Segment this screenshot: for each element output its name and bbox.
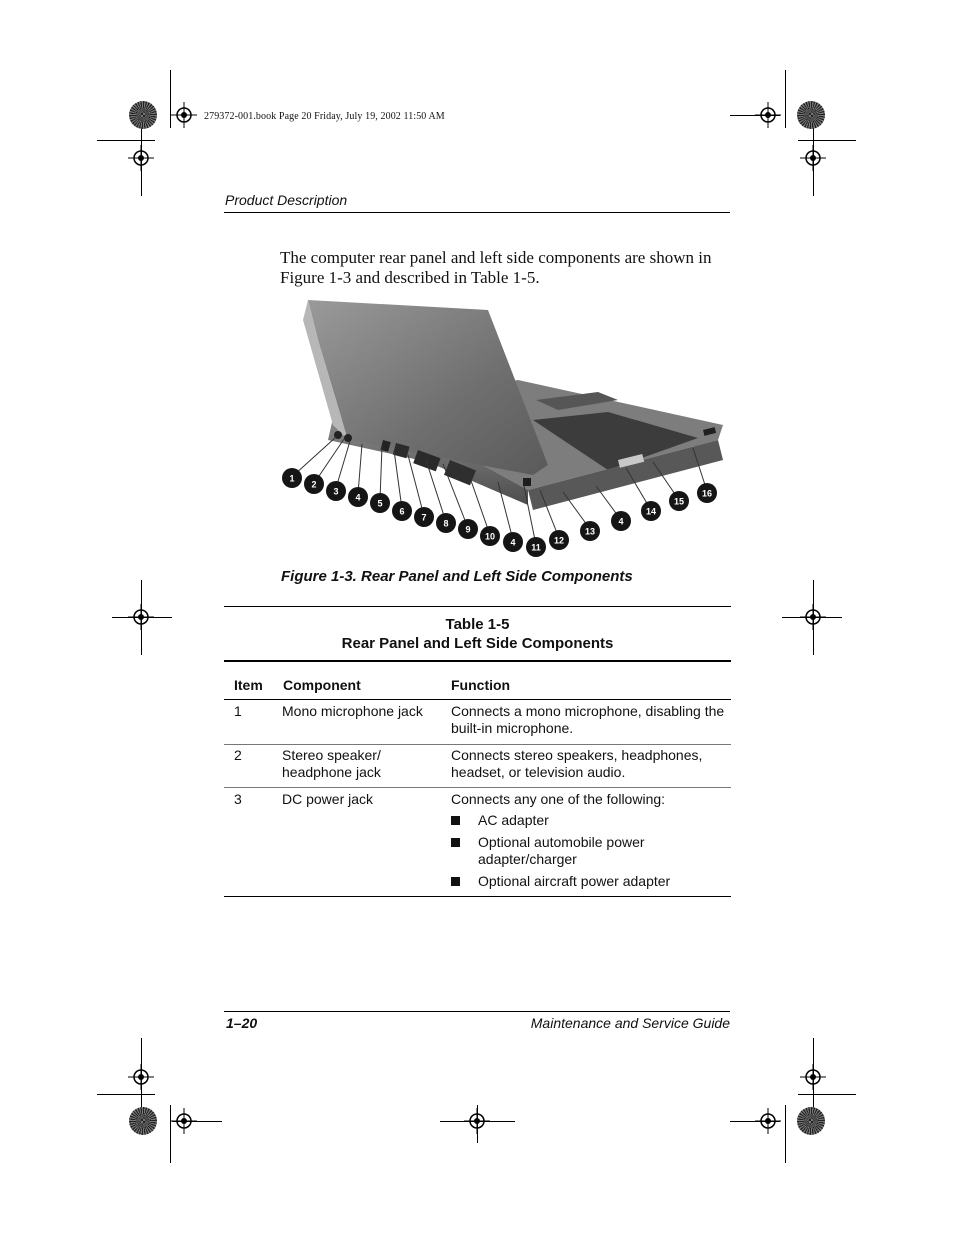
callout-9 <box>458 519 478 539</box>
crosshair-target-icon <box>800 1064 826 1090</box>
callout-16 <box>697 483 717 503</box>
callout-4 <box>348 487 368 507</box>
callout-15 <box>669 491 689 511</box>
crosshair-target-icon <box>755 1108 781 1134</box>
callout-7 <box>414 507 434 527</box>
svg-text:15: 15 <box>673 496 685 507</box>
row-component: DC power jack <box>282 791 374 807</box>
row-function: Connects any one of the following: <box>451 791 666 807</box>
crosshair-target-icon <box>800 604 826 630</box>
bullet-item: Optional automobile power adapter/charger <box>451 834 731 868</box>
page-number: 1–20 <box>226 1015 258 1031</box>
intro-line-1: The computer rear panel and left side components are shown in <box>280 248 712 267</box>
svg-text:8: 8 <box>443 518 449 529</box>
svg-text:6: 6 <box>399 506 405 517</box>
callout-14 <box>641 501 661 521</box>
table-bottom-rule <box>224 896 731 897</box>
row-item: 2 <box>234 747 242 763</box>
callout-13 <box>580 521 600 541</box>
crosshair-target-icon <box>464 1108 490 1134</box>
row-divider <box>224 744 731 745</box>
callout-6 <box>392 501 412 521</box>
figure-caption: Figure 1-3. Rear Panel and Left Side Components <box>281 568 633 585</box>
row-component: Stereo speaker/ headphone jack <box>282 747 381 780</box>
bullet-item: Optional aircraft power adapter <box>451 873 731 890</box>
crosshair-target-icon <box>800 145 826 171</box>
row-function: Connects a mono microphone, disabling the built-in microphone. <box>451 703 725 736</box>
crosshair-target-icon <box>128 145 154 171</box>
column-header-function: Function <box>451 677 511 693</box>
table-number: Table 1-5 <box>445 616 510 633</box>
svg-text:4: 4 <box>510 537 516 548</box>
header-row-rule <box>224 699 731 700</box>
row-divider <box>224 787 731 788</box>
header-rule <box>224 212 730 213</box>
callout-1 <box>282 468 302 488</box>
crosshair-target-icon <box>128 604 154 630</box>
row-item: 3 <box>234 791 242 807</box>
callout-12 <box>549 530 569 550</box>
intro-paragraph <box>280 248 711 288</box>
file-info: 279372-001.book Page 20 Friday, July 19, 2002 11:50 AM <box>204 111 445 122</box>
table-heading <box>224 615 731 653</box>
svg-text:11: 11 <box>531 542 541 553</box>
guide-title: Maintenance and Service Guide <box>530 1015 730 1031</box>
callout-3 <box>326 481 346 501</box>
svg-text:4: 4 <box>355 492 361 503</box>
registration-rosette-icon <box>797 1107 825 1135</box>
svg-text:13: 13 <box>584 526 596 537</box>
callout-4 <box>503 532 523 552</box>
table-top-rule <box>224 606 731 607</box>
callout-2 <box>304 474 324 494</box>
svg-text:14: 14 <box>645 506 657 517</box>
row-item: 1 <box>234 703 242 719</box>
running-head: Product Description <box>225 192 348 208</box>
table-title: Rear Panel and Left Side Components <box>341 635 614 652</box>
footer-rule <box>224 1011 730 1012</box>
callout-11 <box>526 537 546 557</box>
column-header-item: Item <box>234 677 263 693</box>
svg-text:10: 10 <box>484 531 496 542</box>
row-function: Connects stereo speakers, headphones, headset, or television audio. <box>451 747 703 780</box>
svg-text:5: 5 <box>377 498 383 509</box>
square-bullet-icon <box>451 816 460 825</box>
svg-text:2: 2 <box>311 479 317 490</box>
notebook-lid <box>308 300 548 475</box>
notebook-rear-panel-figure <box>278 300 730 562</box>
bullet-item: AC adapter <box>451 812 731 829</box>
registration-rosette-icon <box>129 101 157 129</box>
crosshair-target-icon <box>128 1064 154 1090</box>
callout-10 <box>480 526 500 546</box>
table-title-rule <box>224 660 731 662</box>
crosshair-target-icon <box>171 102 197 128</box>
svg-text:1: 1 <box>289 473 295 484</box>
svg-text:12: 12 <box>553 535 565 546</box>
crosshair-target-icon <box>171 1108 197 1134</box>
svg-text:3: 3 <box>333 486 339 497</box>
callout-4 <box>611 511 631 531</box>
svg-text:9: 9 <box>465 524 471 535</box>
registration-rosette-icon <box>129 1107 157 1135</box>
svg-text:16: 16 <box>701 488 713 499</box>
square-bullet-icon <box>451 838 460 847</box>
row-component: Mono microphone jack <box>282 703 423 719</box>
registration-rosette-icon <box>797 101 825 129</box>
svg-text:7: 7 <box>421 512 427 523</box>
intro-line-2: Figure 1-3 and described in Table 1-5. <box>280 268 540 287</box>
column-header-component: Component <box>283 677 361 693</box>
crosshair-target-icon <box>755 102 781 128</box>
callout-8 <box>436 513 456 533</box>
callout-5 <box>370 493 390 513</box>
svg-text:4: 4 <box>618 516 624 527</box>
square-bullet-icon <box>451 877 460 886</box>
